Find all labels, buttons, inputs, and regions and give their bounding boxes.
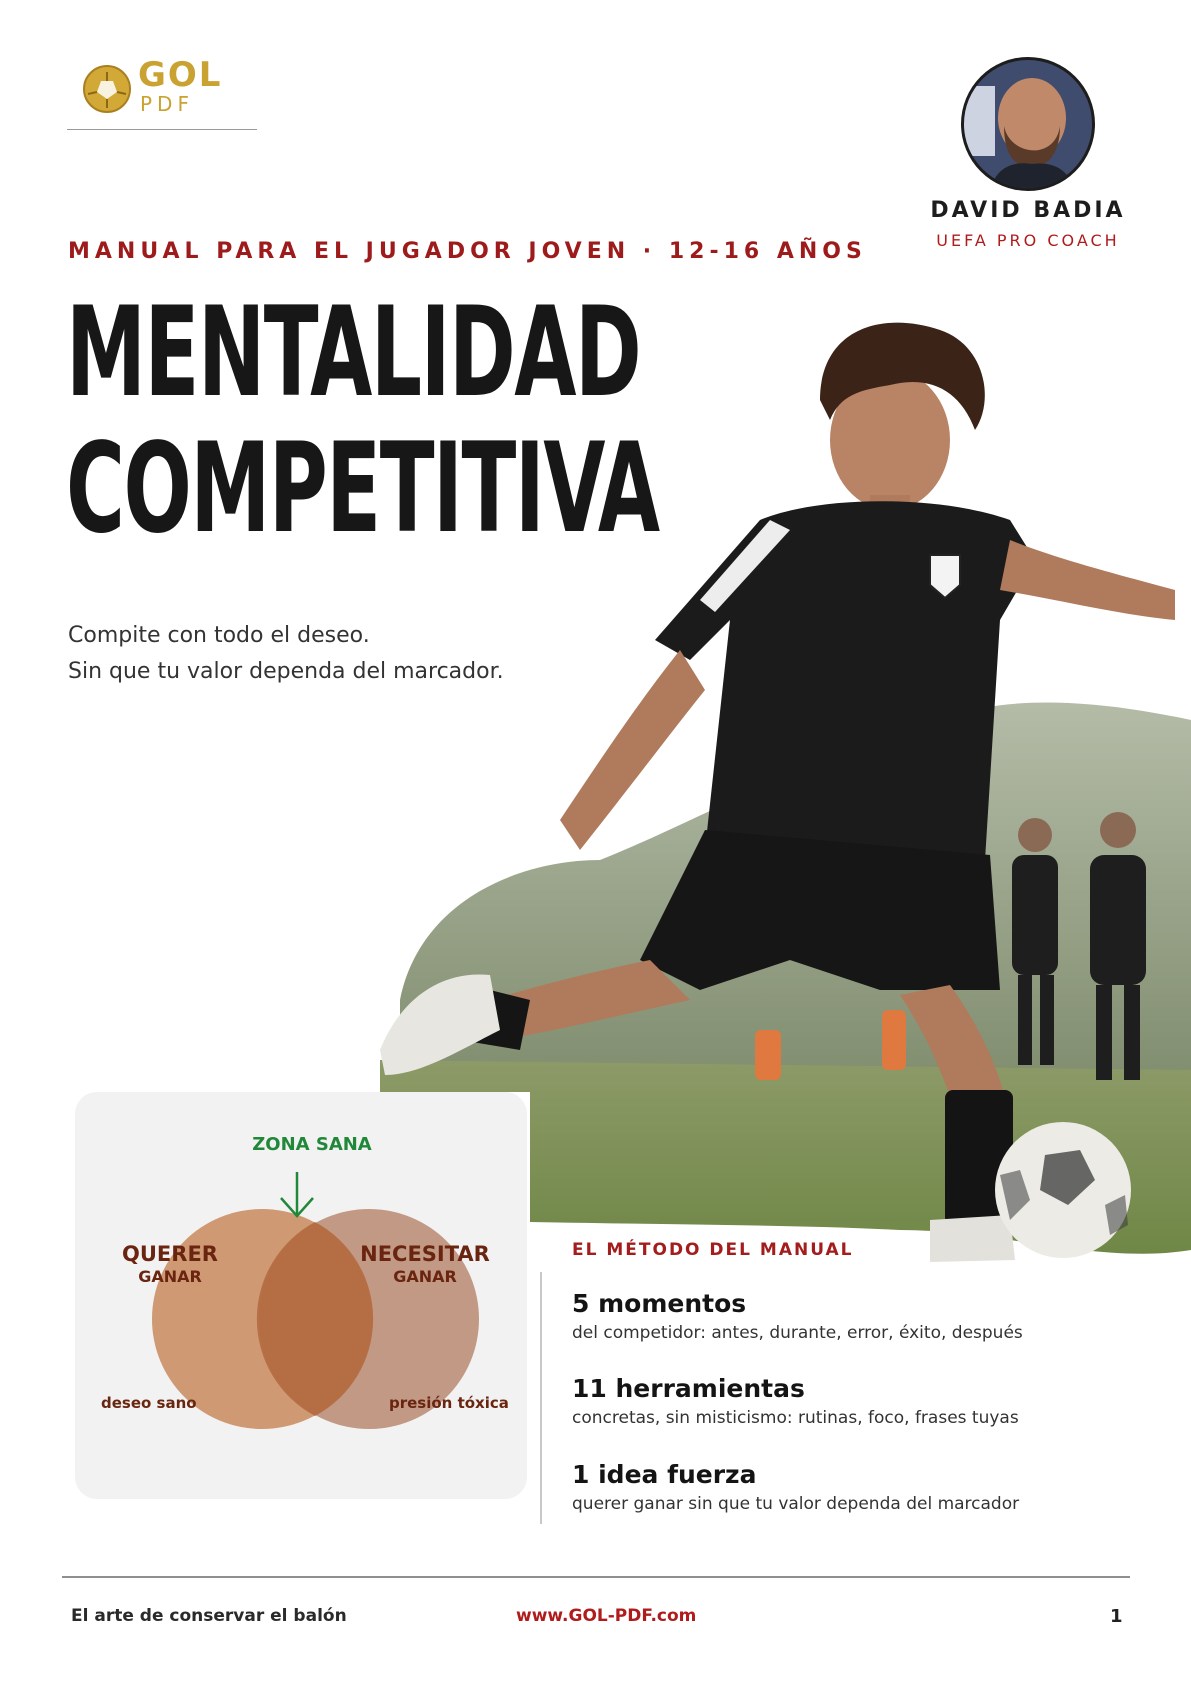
footer-divider [62, 1576, 1130, 1578]
arrow-down-icon [281, 1172, 313, 1216]
ball-icon [995, 1122, 1131, 1258]
subtitle [68, 618, 504, 690]
kicker: MANUAL PARA EL JUGADOR JOVEN · 12-16 AÑOS [68, 239, 867, 264]
page-number: 1 [1110, 1606, 1123, 1627]
method-item [572, 1288, 1132, 1346]
venn-diagram-card [75, 1092, 527, 1499]
footer-tagline: El arte de conservar el balón [71, 1606, 347, 1626]
method-item-desc: querer ganar sin que tu valor dependa del marcador [572, 1494, 1020, 1514]
author-avatar [960, 56, 1096, 192]
venn-left-small: GANAR [138, 1267, 202, 1286]
method-item-head: 1 idea fuerza [572, 1460, 757, 1489]
author-name: DAVID BADIA [930, 198, 1126, 223]
title-line-2: COMPETITIVA [66, 417, 659, 561]
method-item [572, 1373, 1132, 1431]
venn-right-label [355, 1242, 495, 1288]
brand-sub: PDF [140, 92, 194, 116]
zona-sana-label: ZONA SANA [252, 1134, 372, 1155]
subtitle-line-1: Compite con todo el deseo. [68, 623, 370, 648]
title-line-1: MENTALIDAD [66, 281, 641, 425]
method-divider [540, 1272, 542, 1524]
subtitle-line-2: Sin que tu valor dependa del marcador. [68, 659, 504, 684]
logo-divider [67, 129, 257, 130]
footer-website-link[interactable]: www.GOL-PDF.com [516, 1606, 697, 1626]
ball-logo-icon [82, 64, 132, 114]
venn-left-label [115, 1242, 225, 1288]
brand-name: GOL [138, 55, 223, 95]
venn-right-big: NECESITAR [360, 1242, 490, 1266]
venn-right-small: GANAR [393, 1267, 457, 1286]
venn-left-big: QUERER [122, 1242, 218, 1266]
author-role: UEFA PRO COACH [936, 231, 1120, 250]
method-item-head: 5 momentos [572, 1289, 747, 1318]
method-item-desc: concretas, sin misticismo: rutinas, foco, frases tuyas [572, 1408, 1019, 1428]
venn-right-caption: presión tóxica [389, 1394, 509, 1412]
method-title: EL MÉTODO DEL MANUAL [572, 1240, 854, 1260]
method-item-desc: del competidor: antes, durante, error, éxito, después [572, 1323, 1023, 1343]
page-title [66, 281, 766, 561]
venn-left-caption: deseo sano [101, 1394, 197, 1412]
method-item [572, 1459, 1132, 1517]
brand-logo[interactable] [80, 56, 260, 126]
method-item-head: 11 herramientas [572, 1374, 805, 1403]
